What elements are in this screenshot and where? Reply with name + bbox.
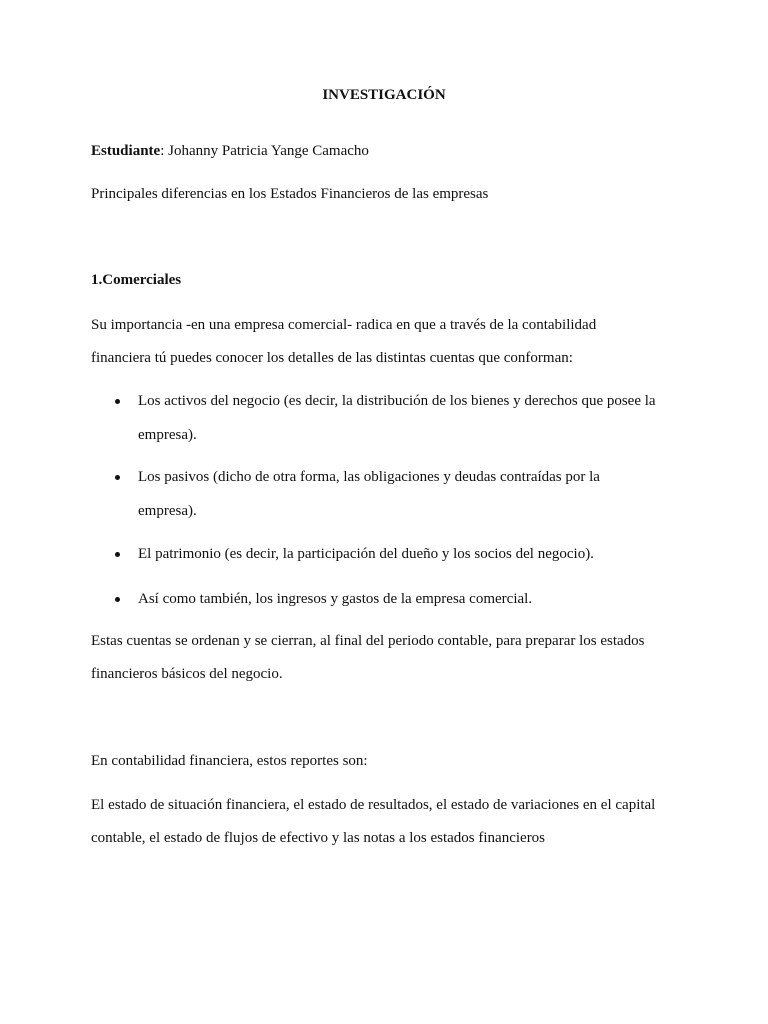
student-name: : Johanny Patricia Yange Camacho [160, 143, 369, 159]
bullet-icon [115, 597, 120, 602]
intro-paragraph-line-2: financiera tú puedes conocer los detalles de las distintas cuentas que conforman: [91, 350, 573, 366]
bullet-item-3-line-1: El patrimonio (es decir, la participación del dueño y los socios del negocio). [138, 546, 594, 562]
section-heading: 1.Comerciales [91, 272, 182, 288]
bullet-icon [115, 475, 120, 480]
student-line [91, 141, 369, 161]
closing-paragraph-line-2: financieros básicos del negocio. [91, 666, 283, 682]
bullet-item-1-line-2: empresa). [138, 427, 197, 443]
bullet-item-4-line-1: Así como también, los ingresos y gastos de la empresa comercial. [138, 591, 533, 607]
reports-paragraph-line-2: contable, el estado de flujos de efectivo y las notas a los estados financieros [91, 830, 546, 846]
document-title: INVESTIGACIÓN [322, 87, 446, 103]
bullet-icon [115, 399, 120, 404]
bullet-item-2-line-1: Los pasivos (dicho de otra forma, las obligaciones y deudas contraídas por la [138, 469, 600, 485]
document-subtitle: Principales diferencias en los Estados Financieros de las empresas [91, 186, 489, 202]
intro-paragraph-line-1: Su importancia -en una empresa comercial- radica en que a través de la contabilidad [91, 317, 597, 333]
student-label: Estudiante [91, 143, 161, 159]
reports-intro: En contabilidad financiera, estos reportes son: [91, 753, 368, 769]
bullet-item-1-line-1: Los activos del negocio (es decir, la distribución de los bienes y derechos que posee la [138, 393, 656, 409]
closing-paragraph-line-1: Estas cuentas se ordenan y se cierran, al final del periodo contable, para preparar los estados [91, 633, 645, 649]
bullet-icon [115, 552, 120, 557]
reports-paragraph-line-1: El estado de situación financiera, el estado de resultados, el estado de variaciones en el capital [91, 797, 656, 813]
bullet-item-2-line-2: empresa). [138, 503, 197, 519]
